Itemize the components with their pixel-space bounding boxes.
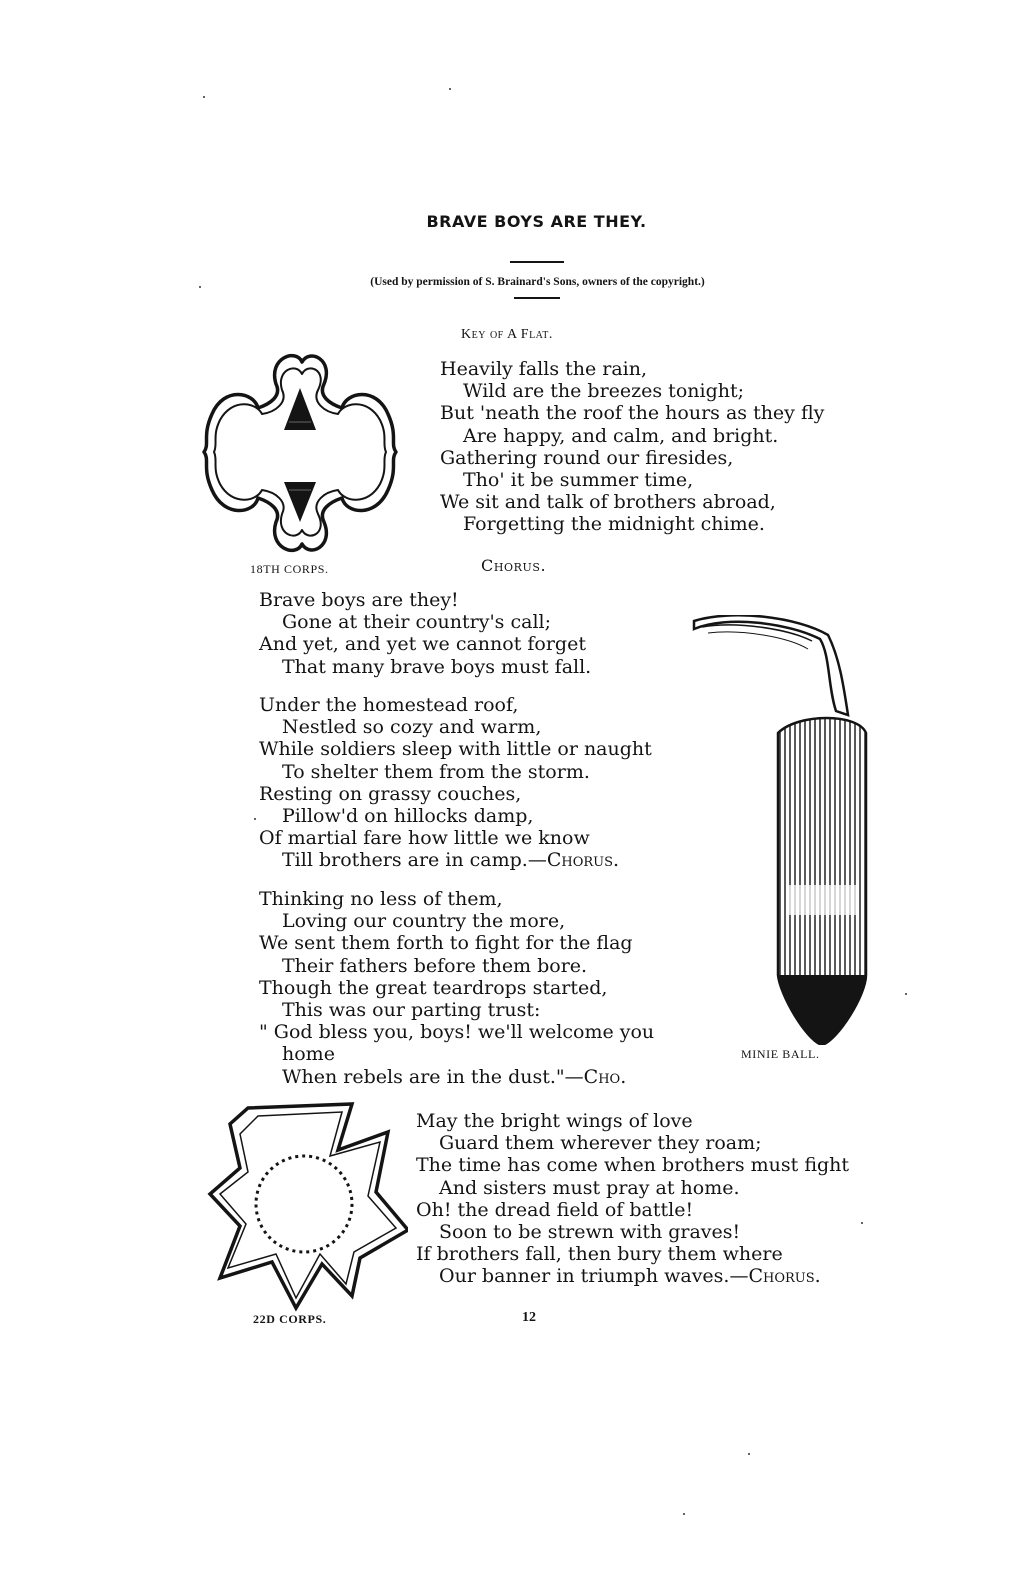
page-title: BRAVE BOYS ARE THEY. <box>426 212 647 231</box>
verse-line-text: Our banner in triumph waves.— <box>439 1265 749 1288</box>
minie-ball-illustration-icon <box>688 615 878 1045</box>
verse-line: Their fathers before them bore. <box>282 954 588 977</box>
verse-line: And sisters must pray at home. <box>439 1176 740 1199</box>
verse-line: Heavily falls the rain, <box>440 358 648 380</box>
corps-18-badge-icon <box>200 352 400 557</box>
verse-line <box>416 1265 849 1287</box>
scan-speck <box>683 1513 685 1515</box>
chorus-cue: Chorus. <box>748 1265 821 1288</box>
verse-line-text: When rebels are in the dust."— <box>282 1065 584 1088</box>
chorus-line: Brave boys are they! <box>259 589 459 611</box>
scan-speck <box>199 286 201 288</box>
chorus-line: Gone at their country's call; <box>282 611 551 634</box>
verse-line: Loving our country the more, <box>282 910 566 933</box>
verse-line: If brothers fall, then bury them where <box>416 1243 783 1266</box>
scan-speck <box>905 993 907 995</box>
verse-1 <box>440 358 824 536</box>
scan-speck <box>254 818 256 820</box>
verse-line <box>259 849 652 871</box>
chorus <box>259 589 591 678</box>
verse-line: We sit and talk of brothers abroad, <box>440 491 776 514</box>
verse-line: Soon to be strewn with graves! <box>439 1221 741 1244</box>
verse-3 <box>259 888 654 1088</box>
verse-line: This was our parting trust: <box>282 999 541 1022</box>
verse-line: May the bright wings of love <box>416 1110 693 1132</box>
verse-line: To shelter them from the storm. <box>282 760 590 783</box>
scan-speck <box>861 1222 863 1224</box>
corps-18-caption: 18TH CORPS. <box>250 562 329 576</box>
verse-line: Pillow'd on hillocks damp, <box>282 805 534 828</box>
verse-line: We sent them forth to fight for the flag <box>259 932 633 955</box>
verse-line: Gathering round our firesides, <box>440 446 734 469</box>
verse-line: Under the homestead roof, <box>259 694 519 716</box>
verse-4 <box>416 1110 849 1288</box>
chorus-cue: Cho. <box>583 1065 627 1088</box>
scan-speck <box>449 88 451 90</box>
scan-speck <box>748 1453 750 1455</box>
chorus-heading: Chorus. <box>481 556 547 575</box>
verse-line: Of martial fare how little we know <box>259 827 590 850</box>
chorus-cue: Chorus. <box>546 849 620 872</box>
verse-line: " God bless you, boys! we'll welcome you <box>259 1021 655 1044</box>
title-divider <box>510 261 564 263</box>
chorus-line: And yet, and yet we cannot forget <box>259 633 586 656</box>
minie-ball-caption: MINIE BALL. <box>741 1047 820 1061</box>
verse-line: home <box>282 1043 335 1066</box>
corps-22-badge-icon <box>200 1102 408 1314</box>
verse-line: Tho' it be summer time, <box>463 469 694 492</box>
verse-line-text: Till brothers are in camp.— <box>282 849 547 872</box>
verse-line: Guard them wherever they roam; <box>439 1132 762 1155</box>
verse-2 <box>259 694 652 872</box>
verse-line: Nestled so cozy and warm, <box>282 716 542 739</box>
verse-line: While soldiers sleep with little or naught <box>259 738 652 761</box>
permission-note: (Used by permission of S. Brainard's Sons, owners of the copyright.) <box>370 276 705 288</box>
page-number: 12 <box>522 1310 536 1325</box>
scan-speck <box>203 96 205 98</box>
chorus-line: That many brave boys must fall. <box>282 655 592 678</box>
verse-line: Oh! the dread field of battle! <box>416 1198 694 1221</box>
verse-line: Forgetting the midnight chime. <box>463 513 765 536</box>
verse-line: Though the great teardrops started, <box>259 976 608 999</box>
verse-line: But 'neath the roof the hours as they fly <box>440 402 825 425</box>
verse-line: Wild are the breezes tonight; <box>463 380 745 403</box>
verse-line: Resting on grassy couches, <box>259 782 522 805</box>
verse-line <box>259 1066 654 1088</box>
corps-22-caption: 22D CORPS. <box>253 1312 327 1326</box>
verse-line: The time has come when brothers must fight <box>416 1154 850 1177</box>
verse-line: Are happy, and calm, and bright. <box>463 424 779 447</box>
verse-line: Thinking no less of them, <box>259 888 503 910</box>
permission-divider <box>514 297 560 299</box>
key-signature: Key of A Flat. <box>461 327 553 342</box>
